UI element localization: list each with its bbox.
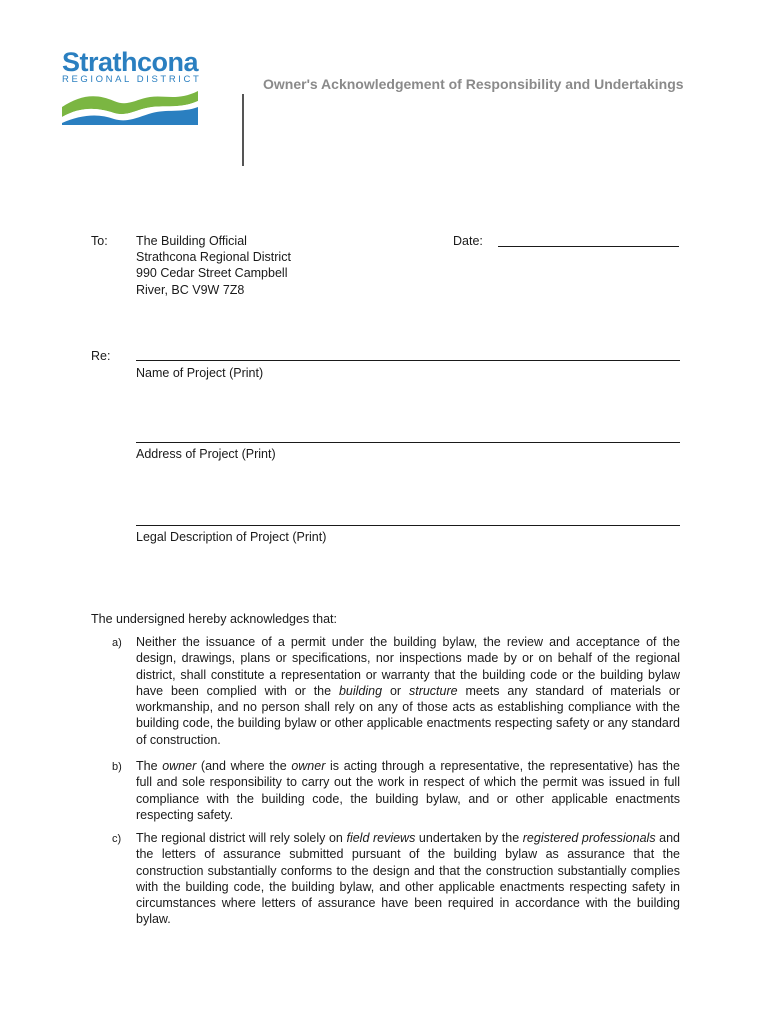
- list-marker: a): [112, 637, 122, 649]
- list-marker: c): [112, 833, 122, 845]
- address-line: 990 Cedar Street Campbell: [136, 266, 288, 280]
- logo-name: Strathcona: [62, 47, 199, 77]
- acknowledgement-item-b: The owner (and where the owner is acting through a representative, the representative) has the full and sole responsibility to carry out the work in respect of which the permit was issued in full compliance with the building code, the building bylaw, and or other applicable enactments respecting safety.: [136, 759, 680, 822]
- acknowledgement-item-c: The regional district will rely solely on field reviews undertaken by the registered professionals and the letters of assurance submitted pursuant of the building bylaw as assurance that the construction substantially conforms to the design and that the construction substantially complies with the building code, the building bylaw, and other applicable enactments respecting safety in circumstances where letters of assurance have been required in accordance with the building bylaw.: [136, 831, 681, 927]
- logo: [62, 49, 202, 125]
- logo-subtitle: REGIONAL DISTRICT: [62, 74, 202, 85]
- address-line: River, BC V9W 7Z8: [136, 283, 245, 297]
- document-title: Owner's Acknowledgement of Responsibility and Undertakings: [263, 76, 684, 92]
- project-legal-description-label: Legal Description of Project (Print): [136, 530, 327, 544]
- date-label: Date:: [453, 234, 483, 248]
- acknowledgement-intro: The undersigned hereby acknowledges that:: [91, 612, 337, 626]
- header-divider: [242, 94, 244, 166]
- project-legal-description-field[interactable]: [136, 525, 680, 526]
- project-address-field[interactable]: [136, 442, 680, 443]
- re-label: Re:: [91, 349, 111, 363]
- address-line: The Building Official: [136, 234, 247, 248]
- project-address-label: Address of Project (Print): [136, 447, 276, 461]
- address-line: Strathcona Regional District: [136, 250, 291, 264]
- landscape-logo-graphic: [62, 87, 198, 125]
- to-label: To:: [91, 234, 108, 248]
- project-name-field[interactable]: [136, 360, 680, 361]
- date-field[interactable]: [498, 246, 679, 247]
- list-marker: b): [112, 761, 122, 773]
- acknowledgement-item-a: Neither the issuance of a permit under the building bylaw, the review and acceptance of the design, drawings, plans or specifications, nor inspections made by or on behalf of the regional district, shall constitute a representation or warranty that the building code or the building bylaw have been complied with or the building or structure meets any standard of materials or workmanship, and no person shall rely on any of those acts as establishing compliance with the building code, the building bylaw or other applicable enactments respecting safety or any standard of construction.: [136, 635, 680, 747]
- project-name-label: Name of Project (Print): [136, 366, 264, 380]
